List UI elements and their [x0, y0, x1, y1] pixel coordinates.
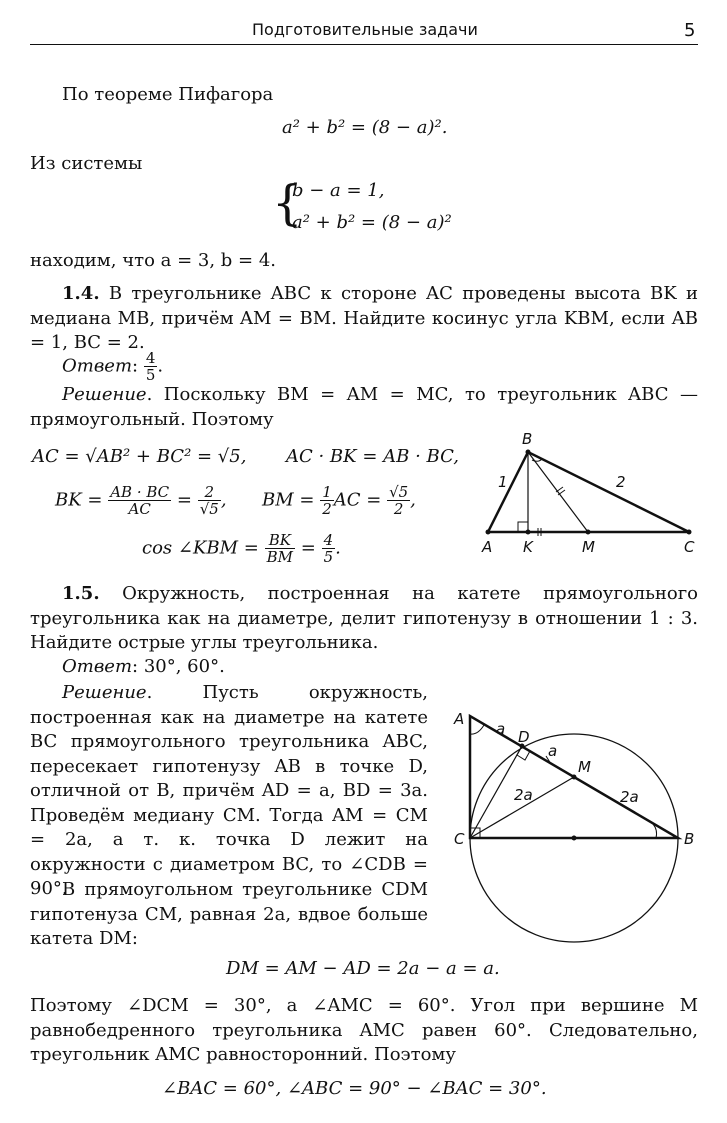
problem-1-5-number: 1.5.: [62, 583, 100, 604]
formula-ac: AC = √AB² + BC² = √5,: [32, 446, 247, 467]
solution-label: Решение: [62, 384, 147, 405]
page-number: 5: [684, 20, 696, 41]
problem-1-5-para3: Поэтому ∠DCM = 30°, а ∠AMC = 60°. Угол при вершине M равнобедренного треугольника AMC равен 60°. Следовательно, треугольник AMC равносторонний. Поэтому: [30, 995, 698, 1065]
formula-cos: cos ∠KBM = $\frac{BK}{BM}$ = $\frac{4}{5}$ .: [142, 531, 341, 566]
problem-1-5: [30, 582, 698, 656]
label-D: D: [518, 728, 530, 746]
label-A: A: [454, 710, 465, 728]
label-a1: a: [496, 720, 506, 738]
label-K: K: [523, 538, 533, 556]
label-mb: 2a: [620, 788, 639, 806]
problem-1-5-eq1: DM = AM − AD = 2a − a = a.: [226, 958, 500, 979]
problem-1-4-text: В треугольнике ABC к стороне AC проведены высота BK и медиана MB, причём AM = BM. Найдите косинус угла KBM, если AB = 1, BC = 2.: [30, 283, 698, 353]
problem-1-5-eq2: ∠BAC = 60°, ∠ABC = 90° − ∠BAC = 30°.: [162, 1078, 547, 1099]
label-C: C: [454, 830, 465, 848]
formula-bk: BK = $\frac{AB \cdot BC}{AC}$ = $\frac{2}{√5}$ ,: [55, 483, 227, 518]
label-M: M: [582, 538, 595, 556]
angle-arc-a: [470, 725, 484, 734]
system-eq-1: b − a = 1,: [292, 180, 385, 201]
triangle-abc: [488, 452, 689, 532]
label-a2: a: [548, 742, 558, 760]
problem-1-5-text: Окружность, построенная на катете прямоугольного треугольника как на диаметре, делит гипотенузу в отношении 1 : 3. Найдите острые углы треугольника.: [30, 583, 698, 653]
problem-1-4-number: 1.4.: [62, 283, 100, 304]
pythagoras-equation: a² + b² = (8 − a)².: [282, 117, 448, 138]
solution-text: Поскольку BM = AM = MC, то треугольник ABC — прямоугольный. Поэтому: [30, 384, 698, 430]
header-rule: [30, 44, 698, 45]
figure-circle-triangle: [448, 704, 710, 956]
problem-1-5-para2: В прямоугольном треугольнике CDM гипотенуза CM, равная 2a, вдвое больше катета DM:: [30, 879, 428, 949]
figure-triangle-abc: [470, 430, 705, 560]
pythagoras-intro: По теореме Пифагора: [62, 84, 274, 105]
label-M: M: [578, 758, 591, 776]
label-B: B: [522, 430, 533, 448]
answer-label: Ответ: [62, 355, 133, 377]
system-brace: {: [272, 175, 303, 231]
problem-1-4-answer: Ответ: $\frac{4}{5}$ .: [62, 349, 164, 384]
answer-fraction: $\frac{4}{5}$: [145, 349, 156, 384]
label-C: C: [684, 538, 695, 556]
problem-1-4: [30, 282, 698, 356]
formula-bm: BM = $\frac{1}{2}$ AC = $\frac{√5}{2}$ ,: [262, 483, 416, 518]
problem-1-5-solution: Решение. Пусть окружность, построенная как на диаметре на катете BC прямоугольного треугольника ABC, пересекает гипотенузу AB в точке D, отличной от B, причём AD = a, BD = 3a. Проведём медиану CM. Тогда AM = CM = 2a, а т. к. точка D лежит на окружности с диаметром BC, то ∠CDB = 90°.: [30, 682, 428, 899]
problem-1-4-solution: Решение. Поскольку BM = AM = MC, то треугольник ABC — прямоугольный. Поэтому: [30, 384, 698, 430]
formula-ac-bk: AC · BK = AB · BC,: [286, 446, 459, 467]
median-bm: [528, 452, 588, 532]
system-result: находим, что a = 3, b = 4.: [30, 250, 277, 271]
system-eq-2: a² + b² = (8 − a)²: [292, 212, 452, 233]
problem-1-5-answer: Ответ: 30°, 60°.: [62, 656, 225, 677]
label-B: B: [684, 830, 695, 848]
label-cm: 2a: [514, 786, 533, 804]
system-intro: Из системы: [30, 153, 143, 174]
running-header-title: Подготовительные задачи: [252, 20, 478, 39]
label-ab: 1: [498, 473, 508, 491]
label-A: A: [482, 538, 493, 556]
label-bc: 2: [616, 473, 626, 491]
